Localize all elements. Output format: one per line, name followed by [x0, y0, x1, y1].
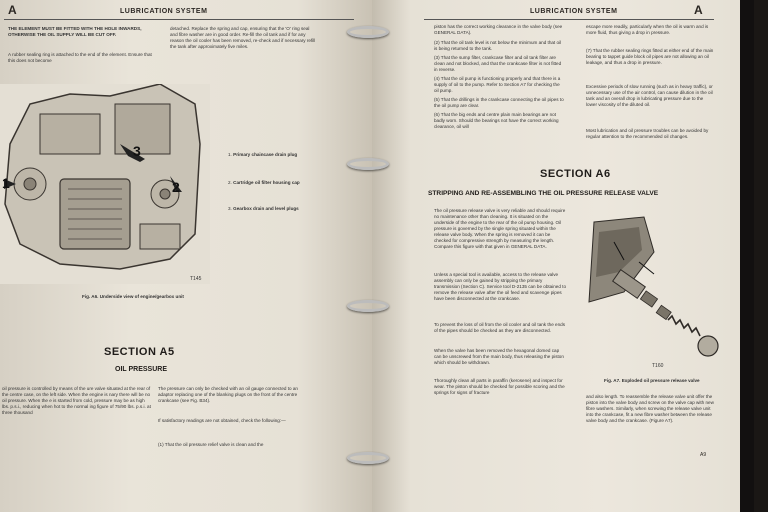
callout-number: 1.	[228, 152, 232, 157]
section-subtitle: STRIPPING AND RE-ASSEMBLING THE OIL PRESSURE RELEASE VALVE	[428, 190, 659, 197]
section-title: SECTION A5	[104, 346, 175, 358]
section-title: SECTION A6	[540, 168, 611, 180]
figure-caption: Fig. A6. Underside view of engine/gearbox unit	[82, 294, 184, 299]
oil-change-text: Most lubrication and oil pressure troubles can be avoided by regular attention to the recommended oil changes.	[586, 128, 709, 139]
callout-text: Cartridge oil filter housing cap	[233, 180, 300, 185]
pressure-check-text: The pressure can only be checked with an oil gauge connected to an adaptor replacing one of the blanking plugs on the front of the centre crankcase (see Fig. B34).	[158, 386, 298, 403]
readings-text: If satisfactory readings are not obtained, check the following:—	[158, 418, 286, 423]
header-rule	[4, 19, 354, 20]
checklist-item: (2) That the oil tank level is not below the minimum and that oil is being returned to the tank.	[434, 40, 562, 51]
binder-ring	[347, 26, 389, 38]
oil-escape-text: escape more readily, particularly when the oil is warm and is more fluid, thus giving a drop in pressure.	[586, 24, 709, 35]
section-letter: A	[694, 3, 703, 17]
binder-ring	[347, 452, 389, 464]
figure-mark-1: 1	[2, 175, 10, 191]
callout-text: Primary chaincase drain plug	[233, 152, 298, 157]
checklist-item: (6) That the big ends and centre plain main bearings are not badly worn. Should the bearings not have the correct working clearance, oil will	[434, 112, 559, 129]
header-rule	[424, 19, 714, 20]
right-page	[372, 0, 754, 512]
section-subtitle: OIL PRESSURE	[115, 366, 167, 373]
page-header: LUBRICATION SYSTEM	[530, 8, 618, 15]
release-valve-intro: The oil pressure release valve is very reliable and should require no maintenance other than cleaning. It is situated on the underside of the engine to the rear of the oil pump housing. Oil pressure is governed by the single spring situated within the release valve body. When the spring is removed it can be checked for compressive strength by measuring the length. Compare this figure with that given in GENERAL DATA.	[434, 208, 566, 249]
figure-caption: Fig. A7. Exploded oil pressure release valve	[604, 378, 700, 383]
checklist-item-7: (7) That the rubber sealing rings fitted at either end of the main bearing to tappet guide block oil pipes are not allowing an oil leakage, and thus a drop in pressure.	[586, 48, 714, 65]
binder-ring	[347, 300, 389, 312]
callout-1	[228, 152, 308, 158]
left-page	[0, 0, 372, 512]
checklist	[434, 40, 564, 133]
valve-removal-text: When the valve has been removed the hexagonal domed cap can be unscrewed from the main body, thus releasing the piston which should be withdrawn.	[434, 348, 564, 365]
page-number: A9	[700, 452, 707, 458]
special-tool-text: Unless a special tool is available, access to the release valve assembly can only be gained by stripping the primary transmission (Section C). Service tool D-2135 can be obtained to remove the release valve after the oil feed and scavenge pipes have been disconnected at the crankcase.	[434, 272, 567, 301]
cleaning-text: Thoroughly clean all parts in paraffin (kerosene) and inspect for wear. The piston should be checked for possible scoring and the springs for signs of fracture	[434, 378, 565, 395]
engine-gearbox-illustration	[0, 84, 210, 284]
callout-2	[228, 180, 308, 186]
element-warning: THE ELEMENT MUST BE FITTED WITH THE HOLE INWARDS, OTHERWISE THE OIL SUPPLY WILL BE CUT OFF.	[8, 26, 142, 37]
callout-3	[228, 206, 308, 212]
checklist-item: (5) That the drillings in the crankcase connecting the oil pipes to the oil pump are clear.	[434, 97, 564, 108]
sealing-ring-note: A rubber sealing ring is attached to the end of the element. Ensure that this does not become	[8, 52, 152, 63]
slow-running-text: Excessive periods of slow running (such as in heavy traffic), or unnecessary use of the air control, can cause dilution in the oil tank and an overall drop in lubricating pressure due to the lower viscosity of the diluted oil.	[586, 84, 713, 107]
figure-mark-3: 3	[133, 143, 141, 159]
reassemble-text: and also length. To reassemble the release valve unit offer the piston into the valve body and screw on the valve cap with new fibre washers. Similarly, when screwing the release valve unit into the crankcase, fit a new fibre washer between the release valve body and the crankcase. (Figure A7).	[586, 394, 714, 423]
binder-ring	[347, 158, 389, 170]
figure-ref: T145	[190, 276, 202, 282]
oil-pressure-text: oil pressure is controlled by means of the ure valve situated at the rear of the centre case, on the left side. When the engine is nary there will be no oil pressure. When the e is started from cold, pressure may be as high lbs. p.s.i., reducing when hot to the normal ing figure of 75/90 lbs. p.s.i. at three thousand	[2, 386, 151, 415]
section-letter: A	[8, 3, 17, 17]
piston-clearance-text: piston has the correct working clearance in the valve body (see GENERAL DATA).	[434, 24, 563, 35]
checklist-item: (3) That the sump filter, crankcase filter and oil tank filter are clean and not blocked, and that the crankcase filter is not fitted in reverse.	[434, 55, 562, 72]
callout-number: 2.	[228, 180, 232, 185]
checklist-item: (4) That the oil pump is functioning properly and that there is a supply of oil to the pump. Refer to Section A7 for checking the oil pump.	[434, 76, 561, 93]
prevent-oil-loss-text: To prevent the loss of oil from the oil cooler and oil tank the ends of the pipes should be checked as they are disconnected.	[434, 322, 565, 333]
callout-number: 3.	[228, 206, 232, 211]
reassembly-note: detached. Replace the spring and cap, ensuring that the 'O' ring seal and fibre washer are in good order. Re-fill the oil tank and if for any reason the oil cooler has been removed, re-check and if necessary refill the tank after approximately five miles.	[170, 26, 316, 49]
page-header: LUBRICATION SYSTEM	[120, 8, 208, 15]
figure-mark-2: 2	[172, 179, 180, 195]
figure-ref: T160	[652, 363, 664, 369]
binder-edge	[740, 0, 754, 512]
callout-text: Gearbox drain and level plugs	[233, 206, 299, 211]
exploded-valve-illustration	[584, 212, 724, 372]
relief-valve-text: (1) That the oil pressure relief valve is clean and the	[158, 442, 264, 447]
